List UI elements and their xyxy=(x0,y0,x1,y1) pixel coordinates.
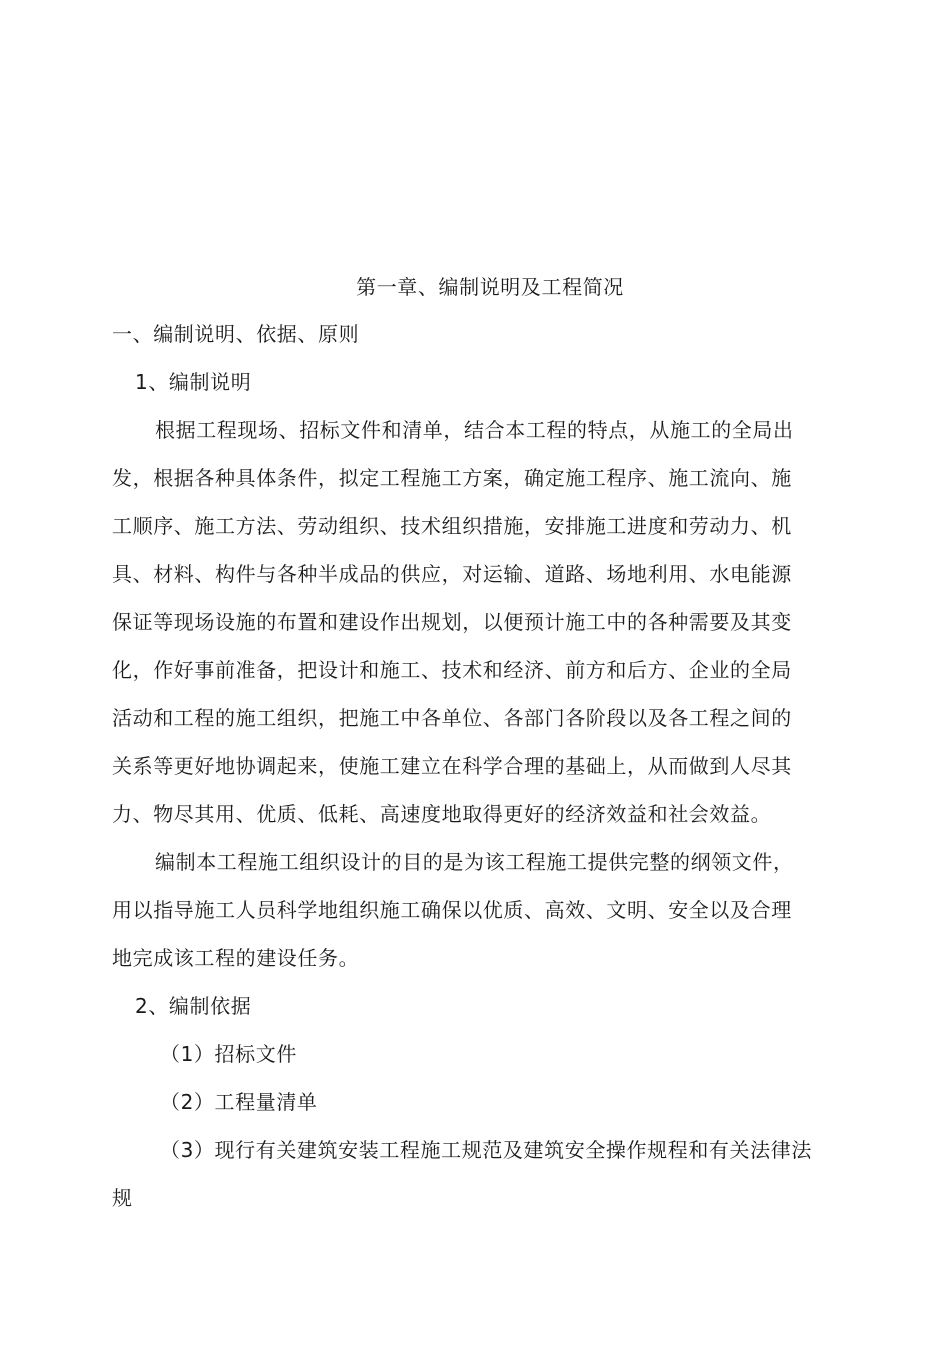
subsection-heading-2: 2、编制依据 xyxy=(135,994,252,1018)
paragraph-1-line: 力、物尽其用、优质、低耗、高速度地取得更好的经济效益和社会效益。 xyxy=(112,802,772,826)
paragraph-1-line: 工顺序、施工方法、劳动组织、技术组织措施，安排施工进度和劳动力、机 xyxy=(112,514,792,538)
paragraph-2-line: 编制本工程施工组织设计的目的是为该工程施工提供完整的纲领文件， xyxy=(155,850,794,874)
paragraph-1-line: 化，作好事前准备，把设计和施工、技术和经济、前方和后方、企业的全局 xyxy=(112,658,792,682)
basis-item: （2）工程量清单 xyxy=(160,1090,318,1114)
paragraph-1-line: 关系等更好地协调起来，使施工建立在科学合理的基础上，从而做到人尽其 xyxy=(112,754,792,778)
paragraph-1-line: 保证等现场设施的布置和建设作出规划，以便预计施工中的各种需要及其变 xyxy=(112,610,792,634)
paragraph-1-line: 具、材料、构件与各种半成品的供应，对运输、道路、场地利用、水电能源 xyxy=(112,562,792,586)
paragraph-1-line: 根据工程现场、招标文件和清单，结合本工程的特点，从施工的全局出 xyxy=(155,418,794,442)
basis-item: （3）现行有关建筑安装工程施工规范及建筑安全操作规程和有关法律法 xyxy=(160,1138,812,1162)
paragraph-2-line: 用以指导施工人员科学地组织施工确保以优质、高效、文明、安全以及合理 xyxy=(112,898,792,922)
chapter-title: 第一章、编制说明及工程简况 xyxy=(356,275,624,299)
section-heading-1: 一、编制说明、依据、原则 xyxy=(112,322,360,346)
basis-item: （1）招标文件 xyxy=(160,1042,297,1066)
paragraph-2-line: 地完成该工程的建设任务。 xyxy=(112,946,360,970)
basis-item-continuation: 规 xyxy=(112,1186,133,1210)
subsection-heading-1: 1、编制说明 xyxy=(135,370,252,394)
paragraph-1-line: 活动和工程的施工组织，把施工中各单位、各部门各阶段以及各工程之间的 xyxy=(112,706,792,730)
paragraph-1-line: 发，根据各种具体条件，拟定工程施工方案，确定施工程序、施工流向、施 xyxy=(112,466,792,490)
